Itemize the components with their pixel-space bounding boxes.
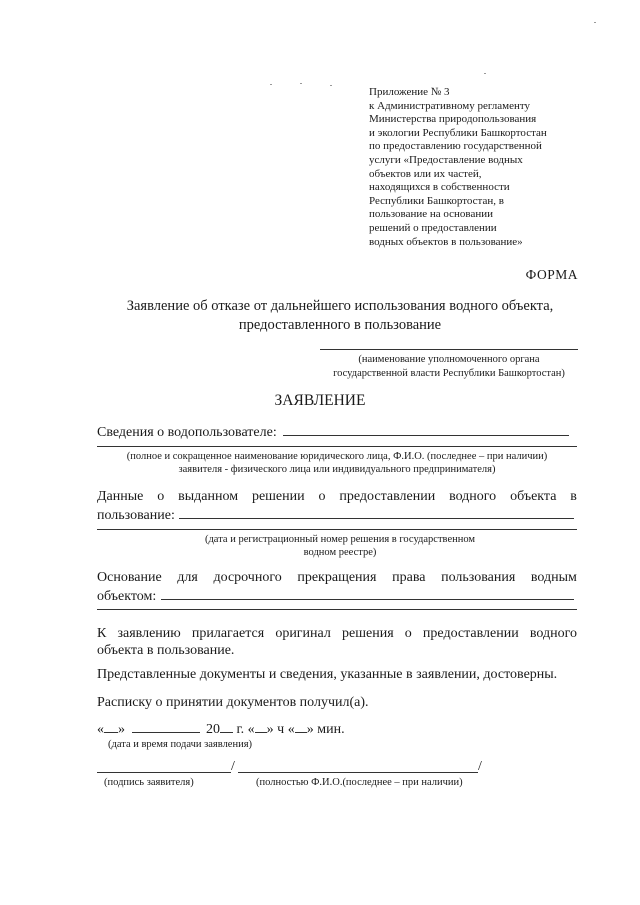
decision-word: о [157,489,165,504]
decision-word: в [570,489,577,504]
title-line: Заявление об отказе от дальнейшего использования водного объекта, [126,298,554,314]
attachment-line: объекта в пользование. [97,643,235,658]
grounds-field[interactable] [161,587,574,600]
year-prefix: 20 [206,722,220,737]
appendix-line: услуги «Предоставление водных [369,153,523,166]
decision-word: о [318,489,326,504]
scan-speck [270,84,272,85]
authority-caption-line: государственной власти Республики Башкортостан) [333,368,565,379]
minutes-suffix: » мин. [306,722,345,737]
appendix-line: Республики Башкортостан, в [369,194,504,207]
grounds-word: права [392,570,426,585]
scan-speck [330,85,332,86]
form-label: ФОРМА [525,267,578,282]
decision-word: объекта [510,489,557,504]
year-suffix: г. « [236,722,255,737]
water-user-field[interactable] [283,423,569,436]
grounds-word: прекращения [297,570,377,585]
date-quote: « [97,722,104,737]
appendix-line: Приложение № 3 [369,86,450,98]
decision-word: выданном [178,489,239,504]
decision-word: Данные [97,489,144,504]
title-line: предоставленного в пользование [238,317,442,333]
decision-label: пользование: [97,508,175,523]
water-user-caption-line: заявителя - физического лица или индивидуального предпринимателя) [178,464,496,475]
decision-caption-line: водном реестре) [303,547,377,558]
appendix-line: водных объектов в пользование» [369,235,523,248]
water-user-label: Сведения о водопользователе: [97,425,277,440]
document-title [80,297,600,335]
appendix-line: решений о предоставлении [369,221,497,234]
grounds-row [97,570,577,586]
grounds-field-line2[interactable] [97,609,577,610]
grounds-word: пользования [441,570,516,585]
decision-caption [180,533,500,559]
attachment-line: К заявлению прилагается оригинал решения о предоставлении водного [97,626,577,641]
scan-speck [300,83,302,84]
statement-heading: ЗАЯВЛЕНИЕ [274,392,366,409]
scan-speck [594,22,596,23]
decision-word: водного [449,489,497,504]
authority-caption-line: (наименование уполномоченного органа [358,354,540,365]
decision-word: предоставлении [339,489,436,504]
authority-field[interactable] [320,349,578,350]
decision-field-line2[interactable] [97,529,577,530]
full-name-field[interactable] [238,772,478,773]
grounds-word: досрочного [213,570,282,585]
signature-caption: (подпись заявителя) [104,777,194,788]
water-user-caption-line: (полное и сокращенное наименование юридического лица, Ф.И.О. (последнее – при наличии) [126,451,548,462]
minutes-field[interactable] [295,720,307,733]
decision-row [97,489,577,505]
month-field[interactable] [132,720,200,733]
date-quote: » [118,722,125,737]
year-field[interactable] [220,720,233,733]
appendix-line: по предоставлению государственной [369,140,542,153]
water-user-caption [97,450,577,476]
grounds-label: объектом: [97,589,157,604]
reliability-statement: Представленные документы и сведения, указанные в заявлении, достоверны. [97,667,558,682]
decision-field[interactable] [179,506,574,519]
grounds-word: водным [530,570,577,585]
date-time-row [97,720,345,738]
signature-separator: / [231,759,235,774]
full-name-caption: (полностью Ф.И.О.(последнее – при наличии) [256,777,463,788]
appendix-block [369,86,609,249]
appendix-line: Министерства природопользования [369,113,537,126]
appendix-line: пользование на основании [369,208,494,221]
hours-field[interactable] [255,720,267,733]
decision-caption-line: (дата и регистрационный номер решения в государственном [204,534,476,545]
signature-end: / [478,759,482,774]
grounds-word: для [177,570,198,585]
grounds-row-2 [97,587,577,605]
receipt-statement: Расписку о принятии документов получил(а). [97,695,369,710]
scan-speck [484,73,486,74]
day-field[interactable] [104,720,118,733]
appendix-line: к Административному регламенту [369,99,531,112]
appendix-line: объектов или их частей, [369,167,482,180]
authority-caption [312,353,586,381]
water-user-field-line2[interactable] [97,446,577,447]
hours-suffix: » ч « [266,722,295,737]
date-time-caption: (дата и время подачи заявления) [108,739,253,750]
appendix-line: находящихся в собственности [369,181,510,194]
appendix-line: и экологии Республики Башкортостан [369,126,547,139]
decision-word: решении [251,489,305,504]
water-user-row [97,423,577,441]
grounds-word: Основание [97,570,162,585]
signature-field[interactable] [97,772,231,773]
decision-row-2 [97,506,577,524]
